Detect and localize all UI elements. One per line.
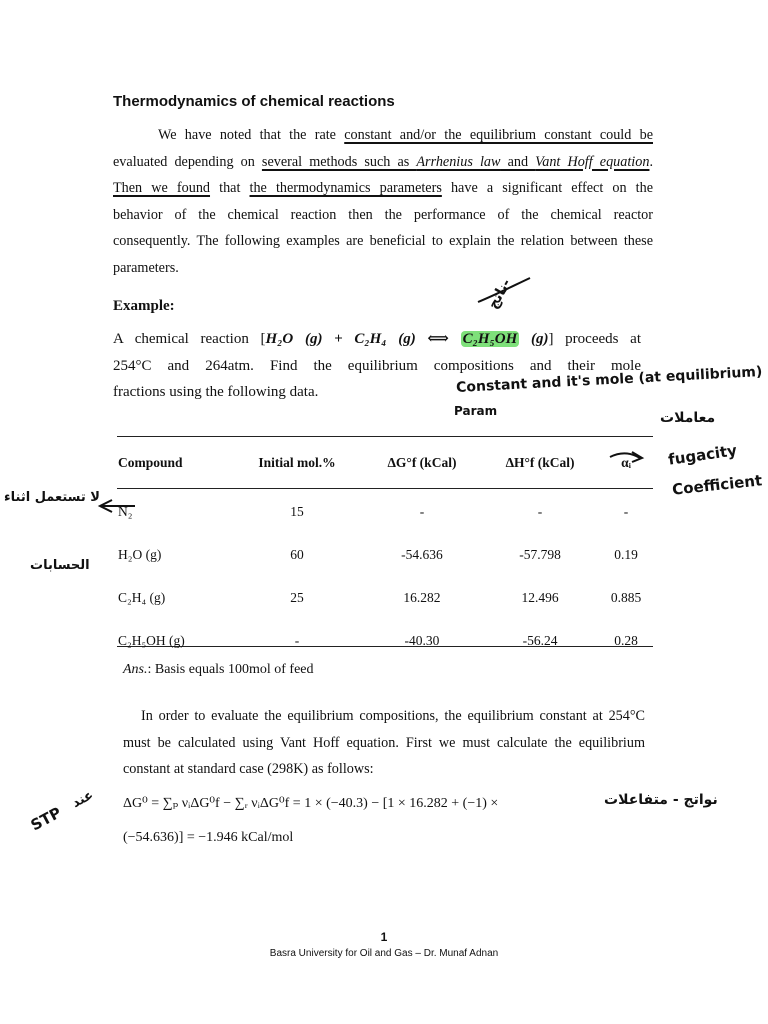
equation-line-1: ΔG⁰ = ∑ₚ νᵢΔG⁰f − ∑ᵣ νᵢΔG⁰f = 1 × (−40.3) − [1 × 16.282 + (−1) × xyxy=(123,796,499,811)
reaction-equation: H₂O (g) + C₂H₄ (g) ⟺ xyxy=(265,331,461,347)
handwritten-arabic-top: ناتج- xyxy=(484,276,515,312)
handwritten-arabic-left-2: الحسابات xyxy=(30,558,90,573)
arrhenius-law: Arrhenius law xyxy=(416,153,501,170)
table-cell: - xyxy=(623,503,629,519)
text-run: We have noted that the rate xyxy=(158,127,345,143)
table-cell: 0.28 xyxy=(614,632,638,648)
table-cell: N₂ xyxy=(118,503,133,519)
col-header-initial-mol: Initial mol.% xyxy=(258,455,336,470)
underlined-text: the thermodynamics parameters xyxy=(249,180,442,196)
page-footer: Basra University for Oil and Gas – Dr. Munaf Adnan xyxy=(269,948,499,959)
example-line-2: 254°C and 264atm. Find the equilibrium compositions and their mole xyxy=(113,357,641,374)
handwritten-arabic-left-1: لا تستعمل اثناء xyxy=(4,490,100,505)
table-cell: C₂H₄ (g) xyxy=(118,589,166,605)
handwritten-products-reactants: نواتج - متفاعلات xyxy=(604,792,718,808)
highlighted-product: C₂H₅OH xyxy=(462,331,518,347)
method-line-2: must be calculated using Vant Hoff equation. First we must calculate the equilibrium xyxy=(123,734,645,751)
text-run: and xyxy=(500,153,536,170)
intro-line-6: parameters. xyxy=(113,259,179,276)
text-run: A chemical reaction [ xyxy=(113,331,266,347)
table-cell: 12.496 xyxy=(521,589,559,605)
table-cell: 15 xyxy=(290,503,304,519)
handwritten-coefficient: Coefficient xyxy=(671,471,763,499)
table-cell: H₂O (g) xyxy=(118,546,162,562)
example-line-3: fractions using the following data. xyxy=(113,384,319,400)
example-label: Example: xyxy=(113,298,175,314)
answer-prefix: Ans. xyxy=(123,662,148,677)
text-run: that xyxy=(210,180,250,196)
table-cell: 60 xyxy=(290,546,304,562)
method-line-3: constant at standard case (298K) as follows: xyxy=(123,761,374,777)
section-heading: Thermodynamics of chemical reactions xyxy=(113,93,395,110)
vant-hoff-equation: Vant Hoff equation xyxy=(535,153,650,170)
underlined-text: Then we found xyxy=(113,180,211,196)
text-run: evaluated depending on xyxy=(113,153,262,170)
table-cell: 25 xyxy=(290,589,304,605)
table-cell: - xyxy=(294,632,300,648)
underlined-text: constant and/or the equilibrium constant could be xyxy=(344,127,653,143)
text-run: have a significant effect on the xyxy=(441,180,654,196)
handwritten-constant-note: Constant and it's mole (at equilibrium) xyxy=(455,363,763,397)
intro-line-5: consequently. The following examples are beneficial to explain the relation between these xyxy=(113,233,653,249)
page-number: 1 xyxy=(380,930,388,944)
handwritten-stp: STP xyxy=(27,803,65,835)
intro-line-4: behavior of the chemical reaction then the performance of the chemical reactor xyxy=(113,206,653,223)
answer-text: : Basis equals 100mol of feed xyxy=(147,662,314,677)
equation-line-2: (−54.636)] = −1.946 kCal/mol xyxy=(123,830,294,845)
table-cell: - xyxy=(537,503,543,519)
table-cell: - xyxy=(419,503,425,519)
table-cell: -40.30 xyxy=(404,632,440,648)
table-cell: C₂H₅OH (g) xyxy=(118,632,185,648)
col-header-delta-h: ΔH°f (kCal) xyxy=(505,455,575,470)
table-cell: 16.282 xyxy=(403,589,441,605)
table-cell: 0.19 xyxy=(614,546,638,562)
text-run: . xyxy=(649,153,653,170)
table-cell: -56.24 xyxy=(522,632,558,648)
text-run: (g) xyxy=(519,331,549,347)
table-cell: -57.798 xyxy=(519,546,561,562)
handwritten-param-note: Param xyxy=(454,404,498,418)
handwritten-arabic-right: معاملات xyxy=(660,410,716,426)
table-cell: -54.636 xyxy=(401,546,443,562)
method-line-1: In order to evaluate the equilibrium compositions, the equilibrium constant at 254°C xyxy=(141,708,645,724)
table-cell: 0.885 xyxy=(610,589,642,605)
handwritten-arabic-stp: عند xyxy=(69,787,96,812)
handwritten-fugacity: fugacity xyxy=(667,441,738,469)
col-header-alpha: αᵢ xyxy=(621,455,632,470)
underlined-text: several methods such as xyxy=(261,153,417,170)
col-header-delta-g: ΔG°f (kCal) xyxy=(387,455,457,470)
text-run: ] proceeds at xyxy=(548,331,641,347)
col-header-compound: Compound xyxy=(118,455,183,470)
